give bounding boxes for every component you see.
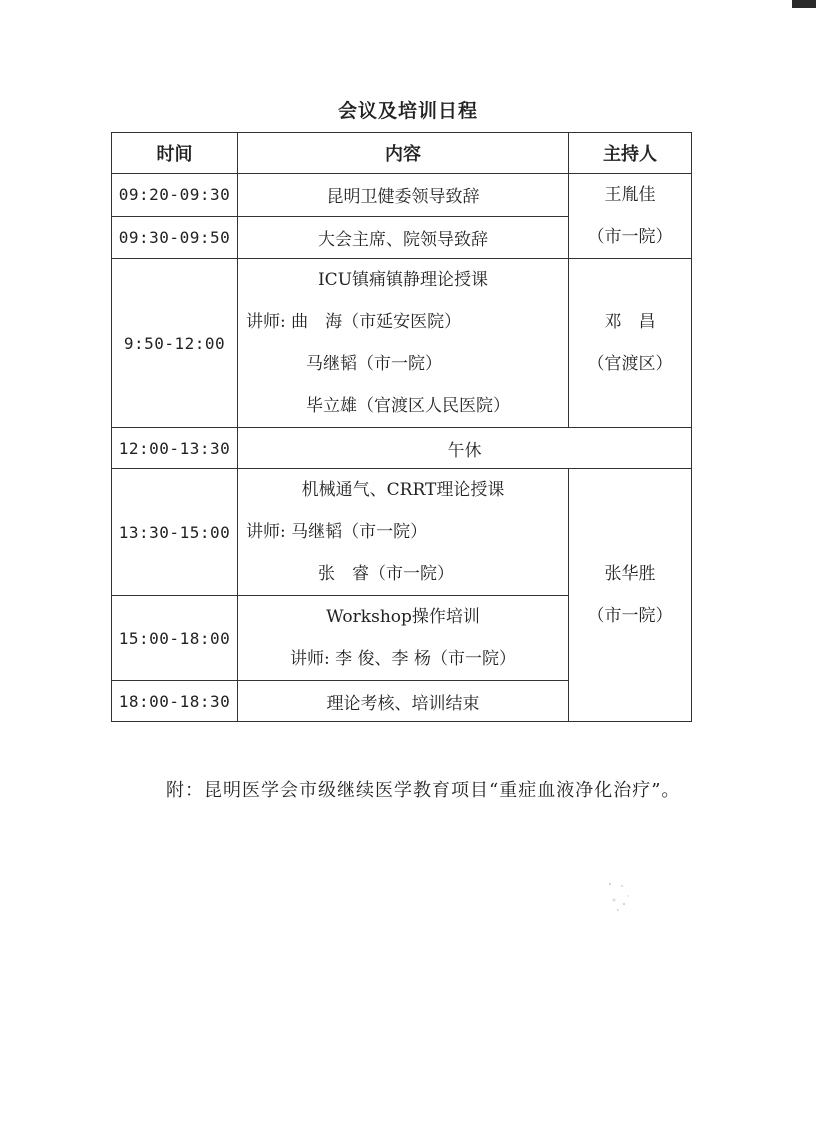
content-cell — [238, 259, 569, 428]
header-host: 主持人 — [569, 133, 692, 174]
session-title: Workshop操作培训 — [326, 607, 480, 627]
lecturer-line: 张 睿（市一院） — [318, 564, 454, 584]
content-cell: 昆明卫健委领导致辞 — [238, 174, 569, 217]
host-name: 王胤佳 — [604, 185, 656, 205]
host-name: 张华胜 — [604, 564, 656, 584]
host-cell — [569, 469, 692, 722]
table-row — [112, 259, 692, 428]
table-row — [112, 428, 692, 469]
host-org: （市一院） — [587, 606, 673, 626]
scan-edge-mark — [792, 0, 816, 8]
header-row — [112, 133, 692, 174]
schedule-table — [111, 132, 692, 722]
table-row — [112, 174, 692, 217]
lecturer-line: 讲师: 李 俊、李 杨（市一院） — [290, 649, 516, 669]
host-name: 邓 昌 — [604, 312, 656, 332]
content-cell — [238, 469, 569, 596]
lecturer-line: 讲师: 曲 海（市延安医院） — [246, 312, 462, 332]
lecturer-line: 马继韬（市一院） — [306, 354, 442, 374]
host-org: （市一院） — [587, 227, 673, 247]
page-title: 会议及培训日程 — [337, 100, 478, 122]
header-time: 时间 — [112, 133, 238, 174]
content-cell — [238, 596, 569, 681]
content-cell: 午休 — [238, 428, 692, 469]
time-cell: 15:00-18:00 — [112, 596, 238, 681]
faint-stamp-mark — [600, 880, 640, 916]
session-title: ICU镇痛镇静理论授课 — [317, 270, 489, 290]
time-cell: 12:00-13:30 — [112, 428, 238, 469]
footnote: 附：昆明医学会市级继续医学教育项目“重症血液净化治疗”。 — [166, 780, 681, 801]
session-title: 机械通气、CRRT理论授课 — [301, 480, 505, 500]
time-cell: 09:20-09:30 — [112, 174, 238, 217]
time-cell: 18:00-18:30 — [112, 681, 238, 722]
host-cell — [569, 259, 692, 428]
header-content: 内容 — [238, 133, 569, 174]
time-cell: 13:30-15:00 — [112, 469, 238, 596]
time-cell: 09:30-09:50 — [112, 216, 238, 259]
content-cell: 大会主席、院领导致辞 — [238, 216, 569, 259]
lecturer-line: 毕立雄（官渡区人民医院） — [306, 396, 510, 416]
time-cell: 9:50-12:00 — [112, 259, 238, 428]
content-cell: 理论考核、培训结束 — [238, 681, 569, 722]
table-row — [112, 469, 692, 596]
host-cell — [569, 174, 692, 259]
host-org: （官渡区） — [587, 354, 673, 374]
lecturer-line: 讲师: 马继韬（市一院） — [246, 522, 428, 542]
